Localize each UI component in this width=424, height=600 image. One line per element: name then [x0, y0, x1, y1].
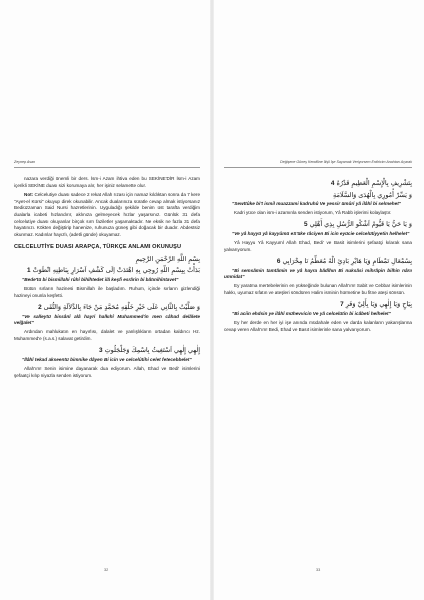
verse-meaning: Allah'ım! Senin isimine dayanarak dua ediyorum. Allah, Ehad ve Bedi' isimlerini şefaatçi kılıp niyazla senden istiyorum. — [14, 365, 200, 378]
verse-arabic-text: بِتَشْرِيفِ بِالْإِسْمِ الْعَظِيمِ قَدْرُهُ — [336, 179, 412, 187]
verse-meaning: Ey yaratma mertebelerinin en yükseğinde bulunan Allah'ım! Sabit ve Cebbar isimlerinin hakkı, uyumaz sıfatın ve ateşleri söndüren Halim isminin hürmetine bu fitne ateşi sönsün. — [224, 283, 412, 295]
verse-arabic-text: وَ صَلَّيْتُ بِالثَّانِي عَلَى خَيْرِ خَلْقِهِ مُحَمَّدٍ مَنْ جَاءَ بِالدَّلاَلَةِ وَالتُّقَى — [43, 302, 200, 311]
verse-number: 5 — [303, 221, 308, 228]
verse-transliteration: "Ve yâ hayyü yâ kayyûmü eS'üke râciyen Bi icin eyücie celcelütiyyetin helhelet" — [232, 231, 410, 236]
verse-arabic — [224, 179, 412, 188]
page-number: 32 — [104, 568, 109, 572]
verse-arabic-text: وَ يَا حَيُّ يَا قَيُّومُ اَشْكُو الرُّسُلِ بِذِي أَهْلِي — [309, 220, 412, 228]
paragraph: nazara verdiği önemli bir ders. İsm-i Azam ihtiva eden bu SEKİNE'DİR İsm-i Azam içerikli SEKİNE duası sizi korumaya alır, her işiniz selamette olur. — [14, 176, 200, 188]
verse-arabic-text: بِيَاحٍ وَيَا إِلٰهِي وَيَا بِأَلِيْ وَفَرِ — [345, 299, 412, 308]
basmala: بِسْمِ اللَّهِ الرَّحْمَنِ الرَّحِيمِ — [135, 254, 200, 263]
verse-transliteration: "İlâhî tekad akseentü bimnike dâyen Bi icin ve celcelûtihi celet fetecebbelet" — [22, 356, 192, 362]
verse-arabic — [224, 257, 412, 266]
running-head: Zeynep Asan — [14, 160, 36, 164]
note-paragraph — [14, 192, 200, 238]
verse-number: 6 — [276, 257, 281, 265]
verse-arabic-text: بَدَأْتُ بِبِسْمِ اللّهِ رُوحِي بِهِ اهْتَدَتْ اِلَى كَشْفِ اَسْرَارٍ بِبَاطِنِهِ انْطَوَتْ — [32, 265, 200, 274]
verse-arabic — [224, 300, 412, 309]
header-rule — [14, 167, 200, 168]
verse-arabic — [14, 266, 200, 275]
verse-arabic — [14, 303, 200, 312]
verse-arabic-text: إِلٰهِي إِلٰهِي اَسْتَغِيثُ بِاسْمِكَ وَجَلْجَلُوتِ — [104, 345, 200, 354]
verse-number: 7 — [340, 300, 344, 308]
page-number: 33 — [316, 568, 321, 572]
note-label: Not: — [24, 192, 34, 198]
verse-meaning: Ey her derde en her iyi işe anında müdahale eden ve darda kalanların yakarışlarına cevap veren Allah'ım! Bedi, Ehad ve Basıt isimlerinle sana yalvarıyorum. — [224, 320, 412, 332]
verse-transliteration: "Bi semsâmin tamtâmin ve yâ hayra bâdîhın Bi nuksâsi mihrâpin bilhin nârıı umnidat" — [224, 267, 412, 279]
verse-arabic — [224, 220, 412, 229]
verse-meaning: Ardından mahlukatın en hayırlısı, dalalet ve yanlışlıkların ortadan kaldırıcı Hz. Muhammed'e (s.a.s.) salavat getirdim. — [14, 329, 200, 341]
verse-arabic-text: بِسُمْعَالِ تَمْطَامِ وَيَا هَايْرِ بَادِئِ الْهُ مُعَظِّمُ نَا مِحْرَابِي — [282, 256, 412, 265]
verse-meaning: Yâ Hayyu Yâ Kayyuml Allah Ehad, Bedi' ve Basit isimlerini şefaatçi kılarak sana yalvarıyorum. — [224, 240, 412, 252]
left-page-content — [14, 176, 200, 382]
running-head: Değişene Güneş Kendiline İlişil İşe Sayamak Veriyorsem Erdiricim Anahtarı Açarak — [280, 160, 412, 164]
verse-meaning: Bütün sırların hazinesi Bismillah ile başladım. Ruhum, içinde sırların gizlendiği hazineyi onunla keşfetti. — [14, 286, 200, 298]
verse-transliteration: "Sewttûke bi't ismil muazzami kadruhû Ve yessir ümûri yâ ilâhî bi selmehet" — [232, 201, 401, 206]
verse-meaning: Kadri yüce olan ism-i azamınla senden istiyorum, Yâ Rabb işlerimi kolaylaştır. — [234, 210, 392, 216]
verse-arabic-line-2: وَ يَسِّرْ أُمُورِي بِالْهُدَى وَالسَّلَامَةِ — [333, 191, 412, 199]
right-page — [212, 0, 424, 600]
note-text: Celcelutiye duası sadece 2 rekat Allah rızası için namaz kıldıktan sonra da 7 kere "Ayet-el Kürsi" okuyup direk okunabilir. Ancak dualarınıza süratle cevap almak istiyorsanız Bediüzzaman Said Nursi hazretlerinin. Uyguladığı şekilde benim üst tarafta verdiğim dualarla icabeti hızlandırır, aklınıza gelmeyecek hızlar yaşarsınız. Günlük 31 defa celcelutiye duası okuyanlar birçok sırrı faziletler yaşamaktadır. Ne eksik ne fazla 31 defa hayatınızı. Kökten değiştirip hanenize, ruhunuza güneş gibi doğacak bir duadır. Abdestsiz okunmaz. Kadınlar hayızlı, (adetli günde) okuyamaz. — [14, 192, 201, 237]
verse-transliteration: "Ve salleytü bissânî alâ hayri halkıhî Muhammed'in men câhad delâlete velğalet" — [14, 313, 200, 325]
verse-number: 3 — [99, 346, 103, 354]
verse-number: 1 — [26, 266, 31, 274]
verse-number: 2 — [38, 303, 42, 311]
verse-transliteration: "Bede'tü bi bismillahi rûhî bihîhtedet ilâ keşfi esrârin bi bâtınihîntavet" — [22, 276, 179, 282]
verse-transliteration: "Bi aciin ehdsin ye ilâhî mühevvicin Ve yâ celcelütin bi icâbeti helhelet" — [232, 310, 391, 316]
header-rule — [224, 167, 412, 168]
section-title: CELCELUTİYE DUASI ARAPÇA, TÜRKÇE ANLAMI OKUNUŞU — [14, 244, 182, 251]
verse-number: 4 — [330, 180, 335, 187]
verse-arabic — [14, 346, 200, 355]
right-page-content — [224, 176, 412, 336]
